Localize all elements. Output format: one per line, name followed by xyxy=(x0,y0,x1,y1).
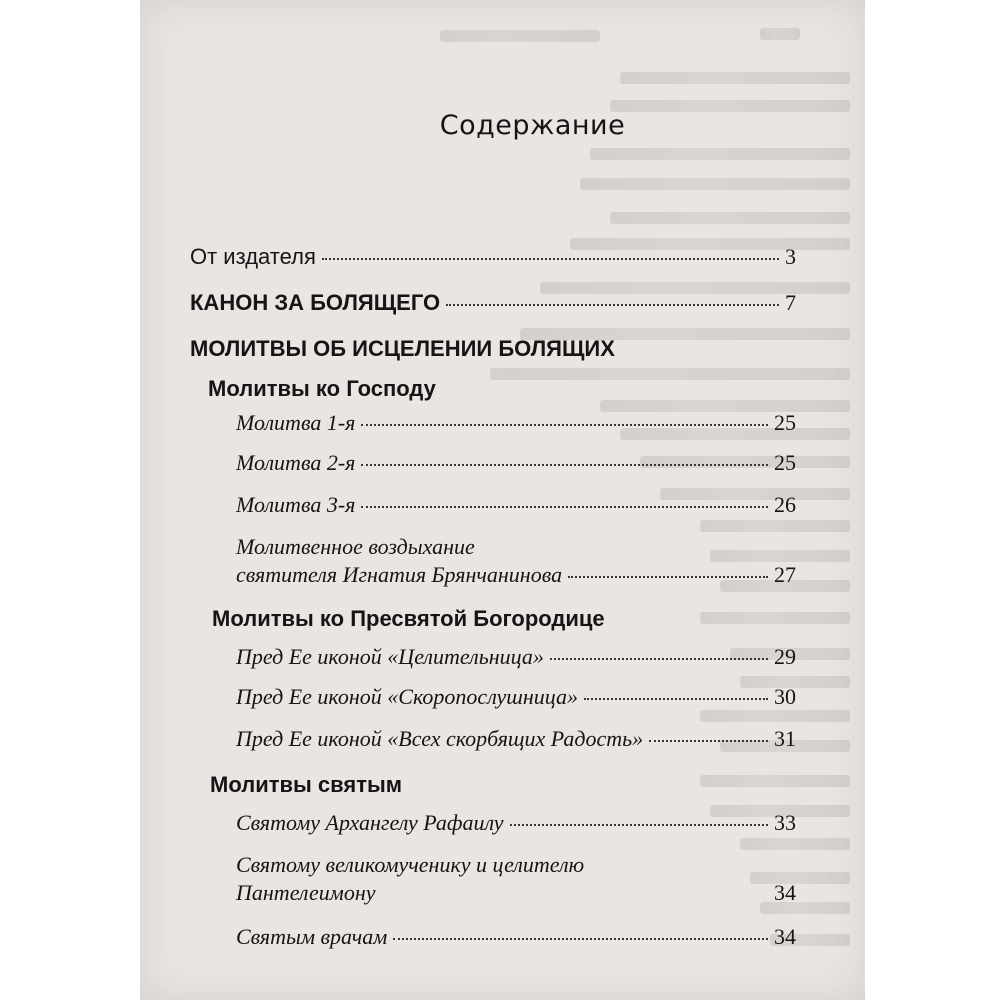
toc-entry-label: Молитва 2-я xyxy=(236,450,356,475)
toc-page-number: 3 xyxy=(785,244,796,269)
dot-leader xyxy=(584,698,768,700)
toc-entry-joy-icon[interactable] xyxy=(236,726,796,752)
toc-entry-canon[interactable] xyxy=(190,290,796,316)
toc-entry-prayer-3[interactable] xyxy=(236,492,796,518)
toc-entry-label: Пантелеимону xyxy=(236,880,376,905)
dot-leader xyxy=(322,258,779,260)
toc-entry-prayer-2[interactable] xyxy=(236,450,796,476)
dot-leader xyxy=(382,894,768,896)
toc-page-number: 29 xyxy=(774,644,796,669)
toc-entry-raphael[interactable] xyxy=(236,810,796,836)
toc-page-number: 25 xyxy=(774,450,796,475)
toc-entry-label: Молитва 3-я xyxy=(236,492,356,517)
toc-page-number: 7 xyxy=(785,290,796,315)
toc-entry-label: Пред Ее иконой «Целительница» xyxy=(236,644,544,669)
toc-entry-label: святителя Игнатия Брянчанинова xyxy=(236,562,563,587)
toc-entry-label: КАНОН ЗА БОЛЯЩЕГО xyxy=(190,290,441,315)
toc-entry-panteleimon-line1: Святому великомученику и целителю xyxy=(236,852,585,877)
dot-leader xyxy=(550,658,768,660)
toc-entry-label: Молитва 1-я xyxy=(236,410,356,435)
table-of-contents xyxy=(140,0,865,1000)
toc-page-number: 31 xyxy=(774,726,796,751)
toc-entry-sigh-line1: Молитвенное воздыхание xyxy=(236,534,475,559)
toc-entry-label: От издателя xyxy=(190,244,316,269)
toc-page-number: 27 xyxy=(774,562,796,587)
toc-entry-label: Пред Ее иконой «Всех скорбящих Радость» xyxy=(236,726,644,751)
dot-leader xyxy=(361,506,768,508)
dot-leader xyxy=(510,824,768,826)
dot-leader xyxy=(361,464,768,466)
page-title: Содержание xyxy=(439,110,626,141)
toc-entry-healer-icon[interactable] xyxy=(236,644,796,670)
subsection-heading-theotokos: Молитвы ко Пресвятой Богородице xyxy=(212,606,605,631)
dot-leader xyxy=(649,740,768,742)
toc-entry-panteleimon[interactable] xyxy=(236,880,796,906)
dot-leader xyxy=(568,576,768,578)
toc-entry-prayer-1[interactable] xyxy=(236,410,796,436)
dot-leader xyxy=(361,424,768,426)
toc-entry-quick-hearer-icon[interactable] xyxy=(236,684,796,710)
toc-entry-label: Святым врачам xyxy=(236,924,388,949)
toc-entry-sigh[interactable] xyxy=(236,562,796,588)
dot-leader xyxy=(446,304,779,306)
subsection-heading-saints: Молитвы святым xyxy=(210,772,403,797)
toc-page-number: 34 xyxy=(774,880,796,905)
toc-page-number: 33 xyxy=(774,810,796,835)
toc-page-number: 25 xyxy=(774,410,796,435)
toc-entry-label: Святому Архангелу Рафаилу xyxy=(236,810,504,835)
toc-entry-label: Пред Ее иконой «Скоропослушница» xyxy=(236,684,579,709)
toc-page-number: 30 xyxy=(774,684,796,709)
toc-entry-doctors[interactable] xyxy=(236,924,796,950)
toc-page-number: 34 xyxy=(774,924,796,949)
book-page xyxy=(140,0,865,1000)
toc-entry-publisher[interactable] xyxy=(190,244,796,270)
subsection-heading-lord: Молитвы ко Господу xyxy=(208,376,436,401)
dot-leader xyxy=(393,938,768,940)
toc-page-number: 26 xyxy=(774,492,796,517)
section-heading-healing-prayers: МОЛИТВЫ ОБ ИСЦЕЛЕНИИ БОЛЯЩИХ xyxy=(190,336,615,361)
